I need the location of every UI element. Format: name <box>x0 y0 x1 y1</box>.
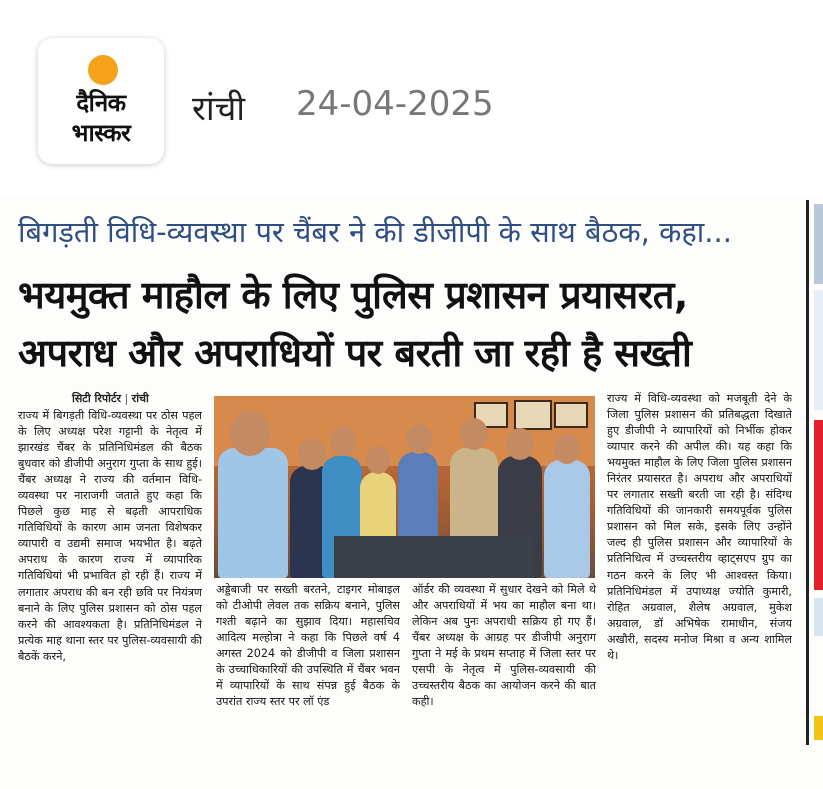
person-figure <box>218 448 288 578</box>
article-column-2 <box>216 582 400 742</box>
column-4-text: राज्य में विधि-व्यवस्था को मजबूती देने के जिला पुलिस प्रशासन की प्रतिबद्धता दिखाते हुए डीजीपी ने व्यापारियों को निर्भीक होकर व्यापार करने की अपील की। यह कहा कि भयमुक्त माहौल के लिए जिला पुलिस प्रशासन निरंतर प्रयासरत है। अपराध और अपराधियों पर लगातार सख्ती बरती जा रही है। संदिग्ध गतिविधियों की जानकारी समयपूर्वक पुलिस प्रशासन को मिल सके, इसके लिए उन्होंने जल्द ही पुलिस प्रशासन और व्यापारियों के प्रतिनिधित्व में उच्चस्तरीय व्हाट्सएप ग्रुप का गठन करने के लिए भी आश्वस्त किया। प्रतिनिधिमंडल में उपाध्यक्ष ज्योति कुमारी, रोहित अग्रवाल, शैलेष अग्रवाल, मुकेश अग्रवाल, डॉ अभिषेक रामाधीन, संजय अखौरी, सदस्य मनोज मिश्रा व अन्य शामिल थे। <box>607 392 792 662</box>
person-head <box>554 434 580 464</box>
person-head <box>330 426 356 456</box>
adjacent-page-edge <box>814 598 823 636</box>
column-2-text: अड्डेबाजी पर सख्ती बरतने, टाइगर मोबाइल को टीओपी लेवल तक सक्रिय बनाने, पुलिस गश्ती बढ़ाने का सुझाव दिया। महासचिव आदित्य मल्होत्रा ने कहा कि पिछले वर्ष 4 अगस्त 2024 को डीजीपी व जिला प्रशासन के उच्चाधिकारियों की उपस्थिति में चैंबर भवन में व्यापारियों के साथ संपन्न हुई बैठक के उपरांत राज्य स्तर पर लॉ एंड <box>216 583 400 709</box>
person-head <box>460 418 488 450</box>
article-column-1 <box>18 408 202 740</box>
logo-text-line2: भास्कर <box>71 119 131 147</box>
column-1-text: राज्य में बिगड़ती विधि-व्यवस्था पर ठोस पहल के लिए अध्यक्ष परेश गट्टानी के नेतृत्व में झारखंड चैंबर के प्रतिनिधिमंडल की बैठक बुधवार को डीजीपी अनुराग गुप्ता के साथ हुई। चैंबर अध्यक्ष ने राज्य की वर्तमान विधि-व्यवस्था पर नाराजगी जताते हुए कहा कि पिछले कुछ माह से बढ़ती आपराधिक गतिविधियों के कारण आम जनता विशेषकर व्यापारी व उद्यमी समाज भयभीत है। बढ़ते अपराध के कारण राज्य में व्यापारिक गतिविधियां भी प्रभावित हो रही हैं। राज्य में लगातार अपराध की बन रही छवि पर नियंत्रण बनाने के लिए पुलिस प्रशासन को ठोस पहल करने की आवश्यकता है। प्रतिनिधिमंडल ने प्रत्येक माह थाना स्तर पर पुलिस-व्यवसायी की बैठकें करने, <box>18 409 202 663</box>
person-head <box>406 424 432 454</box>
adjacent-page-edge <box>814 716 823 740</box>
headline-line-1: भयमुक्त माहौल के लिए पुलिस प्रशासन प्रयासरत, <box>18 273 688 317</box>
person-head <box>366 446 390 474</box>
column-3-text: ऑर्डर की व्यवस्था में सुधार देखने को मिले थे और अपराधियों में भय का माहौल बना था। लेकिन अब पुनः अपराधी सक्रिय हो गए हैं। चैंबर अध्यक्ष के आग्रह पर डीजीपी अनुराग गुप्ता ने मई के प्रथम सप्ताह में जिला स्तर पर एसपी के नेतृत्व में पुलिस-व्यवसायी की उच्चस्तरीय बैठक का आयोजन करने की बात कही। <box>412 583 596 709</box>
edition-city: रांची <box>192 89 246 129</box>
headline-line-2: अपराध और अपराधियों पर बरती जा रही है सख्ती <box>18 331 692 375</box>
meeting-table <box>334 536 534 578</box>
adjacent-page-edge <box>814 204 823 284</box>
edition-date: 24-04-2025 <box>296 84 494 124</box>
logo-text-line1: दैनिक <box>76 89 126 117</box>
adjacent-page-edge <box>814 420 823 590</box>
person-head <box>230 410 270 456</box>
article-column-4 <box>607 391 792 743</box>
person-figure <box>544 460 590 578</box>
byline-place: रांची <box>131 392 149 405</box>
photo-frame <box>514 400 552 430</box>
person-head <box>506 428 534 460</box>
article-kicker: बिगड़ती विधि-व्यवस्था पर चैंबर ने की डीजीपी के साथ बैठक, कहा... <box>18 215 732 249</box>
dainik-bhaskar-logo <box>38 38 164 164</box>
byline: सिटी रिपोर्टर | रांची <box>72 392 149 405</box>
column-divider <box>806 200 809 745</box>
adjacent-page-edge <box>814 290 823 410</box>
byline-author: सिटी रिपोर्टर <box>72 392 121 405</box>
sun-icon <box>88 55 118 85</box>
meeting-photo <box>214 396 595 578</box>
photo-frame <box>554 402 588 428</box>
article-column-3 <box>412 582 596 742</box>
person-head <box>298 438 326 470</box>
